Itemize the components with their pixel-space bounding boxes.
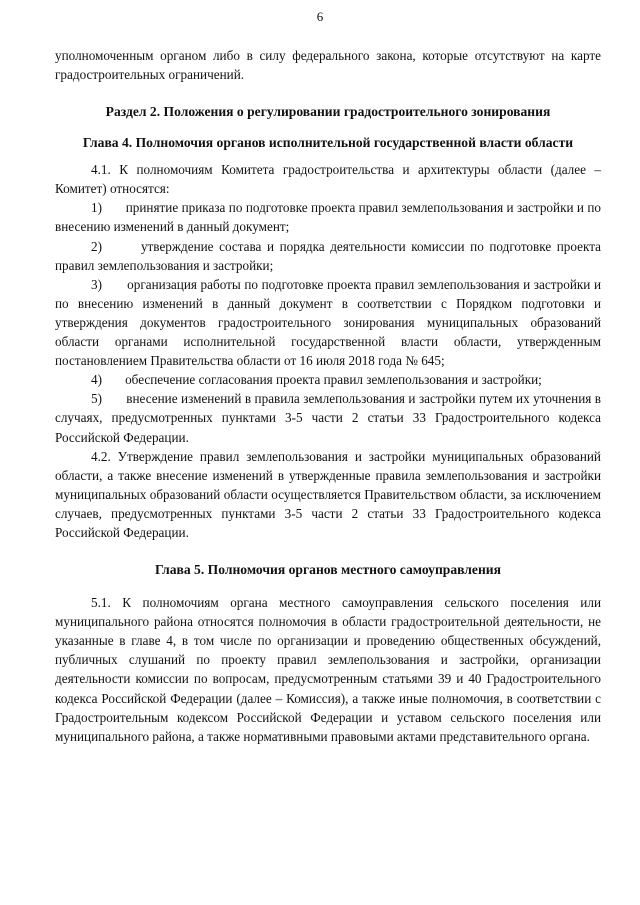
chapter-5-title: Глава 5. Полномочия органов местного самоуправления	[154, 562, 501, 578]
list-item-text: организация работы по подготовке проекта правил землепользования и застройки и по внесению изменений в данный документ в соответствии с Порядком подготовки и утверждения документов градостроительного зонирования муниципальных образований области органами исполнительной государственной власти области, утвержденным постановлением Правительства области от 16 июля 2018 года № 645;	[55, 276, 602, 369]
list-item-number: 4)	[91, 372, 102, 388]
list-item-number: 3)	[91, 276, 102, 292]
chapter-4-title: Глава 4. Полномочия органов исполнительной государственной власти области	[82, 135, 574, 151]
list-item-3	[55, 275, 601, 370]
intro-paragraph: уполномоченным органом либо в силу федерального закона, которые отсутствуют на карте градостроительных ограничений.	[55, 48, 601, 83]
list-item-number: 1)	[91, 200, 102, 216]
page-number: 6	[316, 9, 324, 24]
list-item-number: 2)	[91, 238, 102, 254]
paragraph-4-1: 4.1. К полномочиям Комитета градостроительства и архитектуры области (далее – Комитет) относятся:	[55, 162, 601, 197]
list-item-2	[55, 237, 601, 275]
list-item-text: внесение изменений в правила землепользования и застройки путем их уточнения в случаях, предусмотренных пунктами 3-5 части 2 статьи 33 Градостроительного кодекса Российской Федерации.	[55, 391, 602, 445]
section-title: Раздел 2. Положения о регулировании градостроительного зонирования	[105, 104, 551, 120]
paragraph-5-1: 5.1. К полномочиям органа местного самоуправления сельского поселения или муниципального района относятся полномочия в области градостроительной деятельности, не указанные в главе 4, в том числе по организации и проведению общественных обсуждений, публичных слушаний по проекту правил землепользования и застройки, организации деятельности комиссии по вопросам, предусмотренным статьями 39 и 40 Градостроительного кодекса Российской Федерации (далее – Комиссия), а также иные полномочия, в соответствии с Градостроительным кодексом Российской Федерации и уставом сельского поселения или муниципального района, а также нормативными правовыми актами представительного органа.	[55, 595, 601, 744]
list-item-5	[55, 389, 601, 446]
list-item-1	[55, 198, 601, 236]
list-item-4	[55, 370, 601, 389]
list-item-text: обеспечение согласования проекта правил землепользования и застройки;	[125, 372, 542, 388]
document-body	[55, 46, 601, 746]
paragraph-4-2: 4.2. Утверждение правил землепользования и застройки муниципальных образований области, а также внесение изменений в утвержденные правила землепользования и застройки муниципальных образований области осуществляется Правительством области, за исключением случаев, предусмотренных пунктами 3-5 части 2 статьи 33 Градостроительного кодекса Российской Федерации.	[55, 448, 601, 540]
list-item-number: 5)	[91, 391, 102, 407]
list-item-text: утверждение состава и порядка деятельности комиссии по подготовке проекта правил землепользования и застройки;	[55, 238, 602, 273]
list-item-text: принятие приказа по подготовке проекта правил землепользования и застройки и по внесению изменений в данный документ;	[55, 200, 602, 235]
